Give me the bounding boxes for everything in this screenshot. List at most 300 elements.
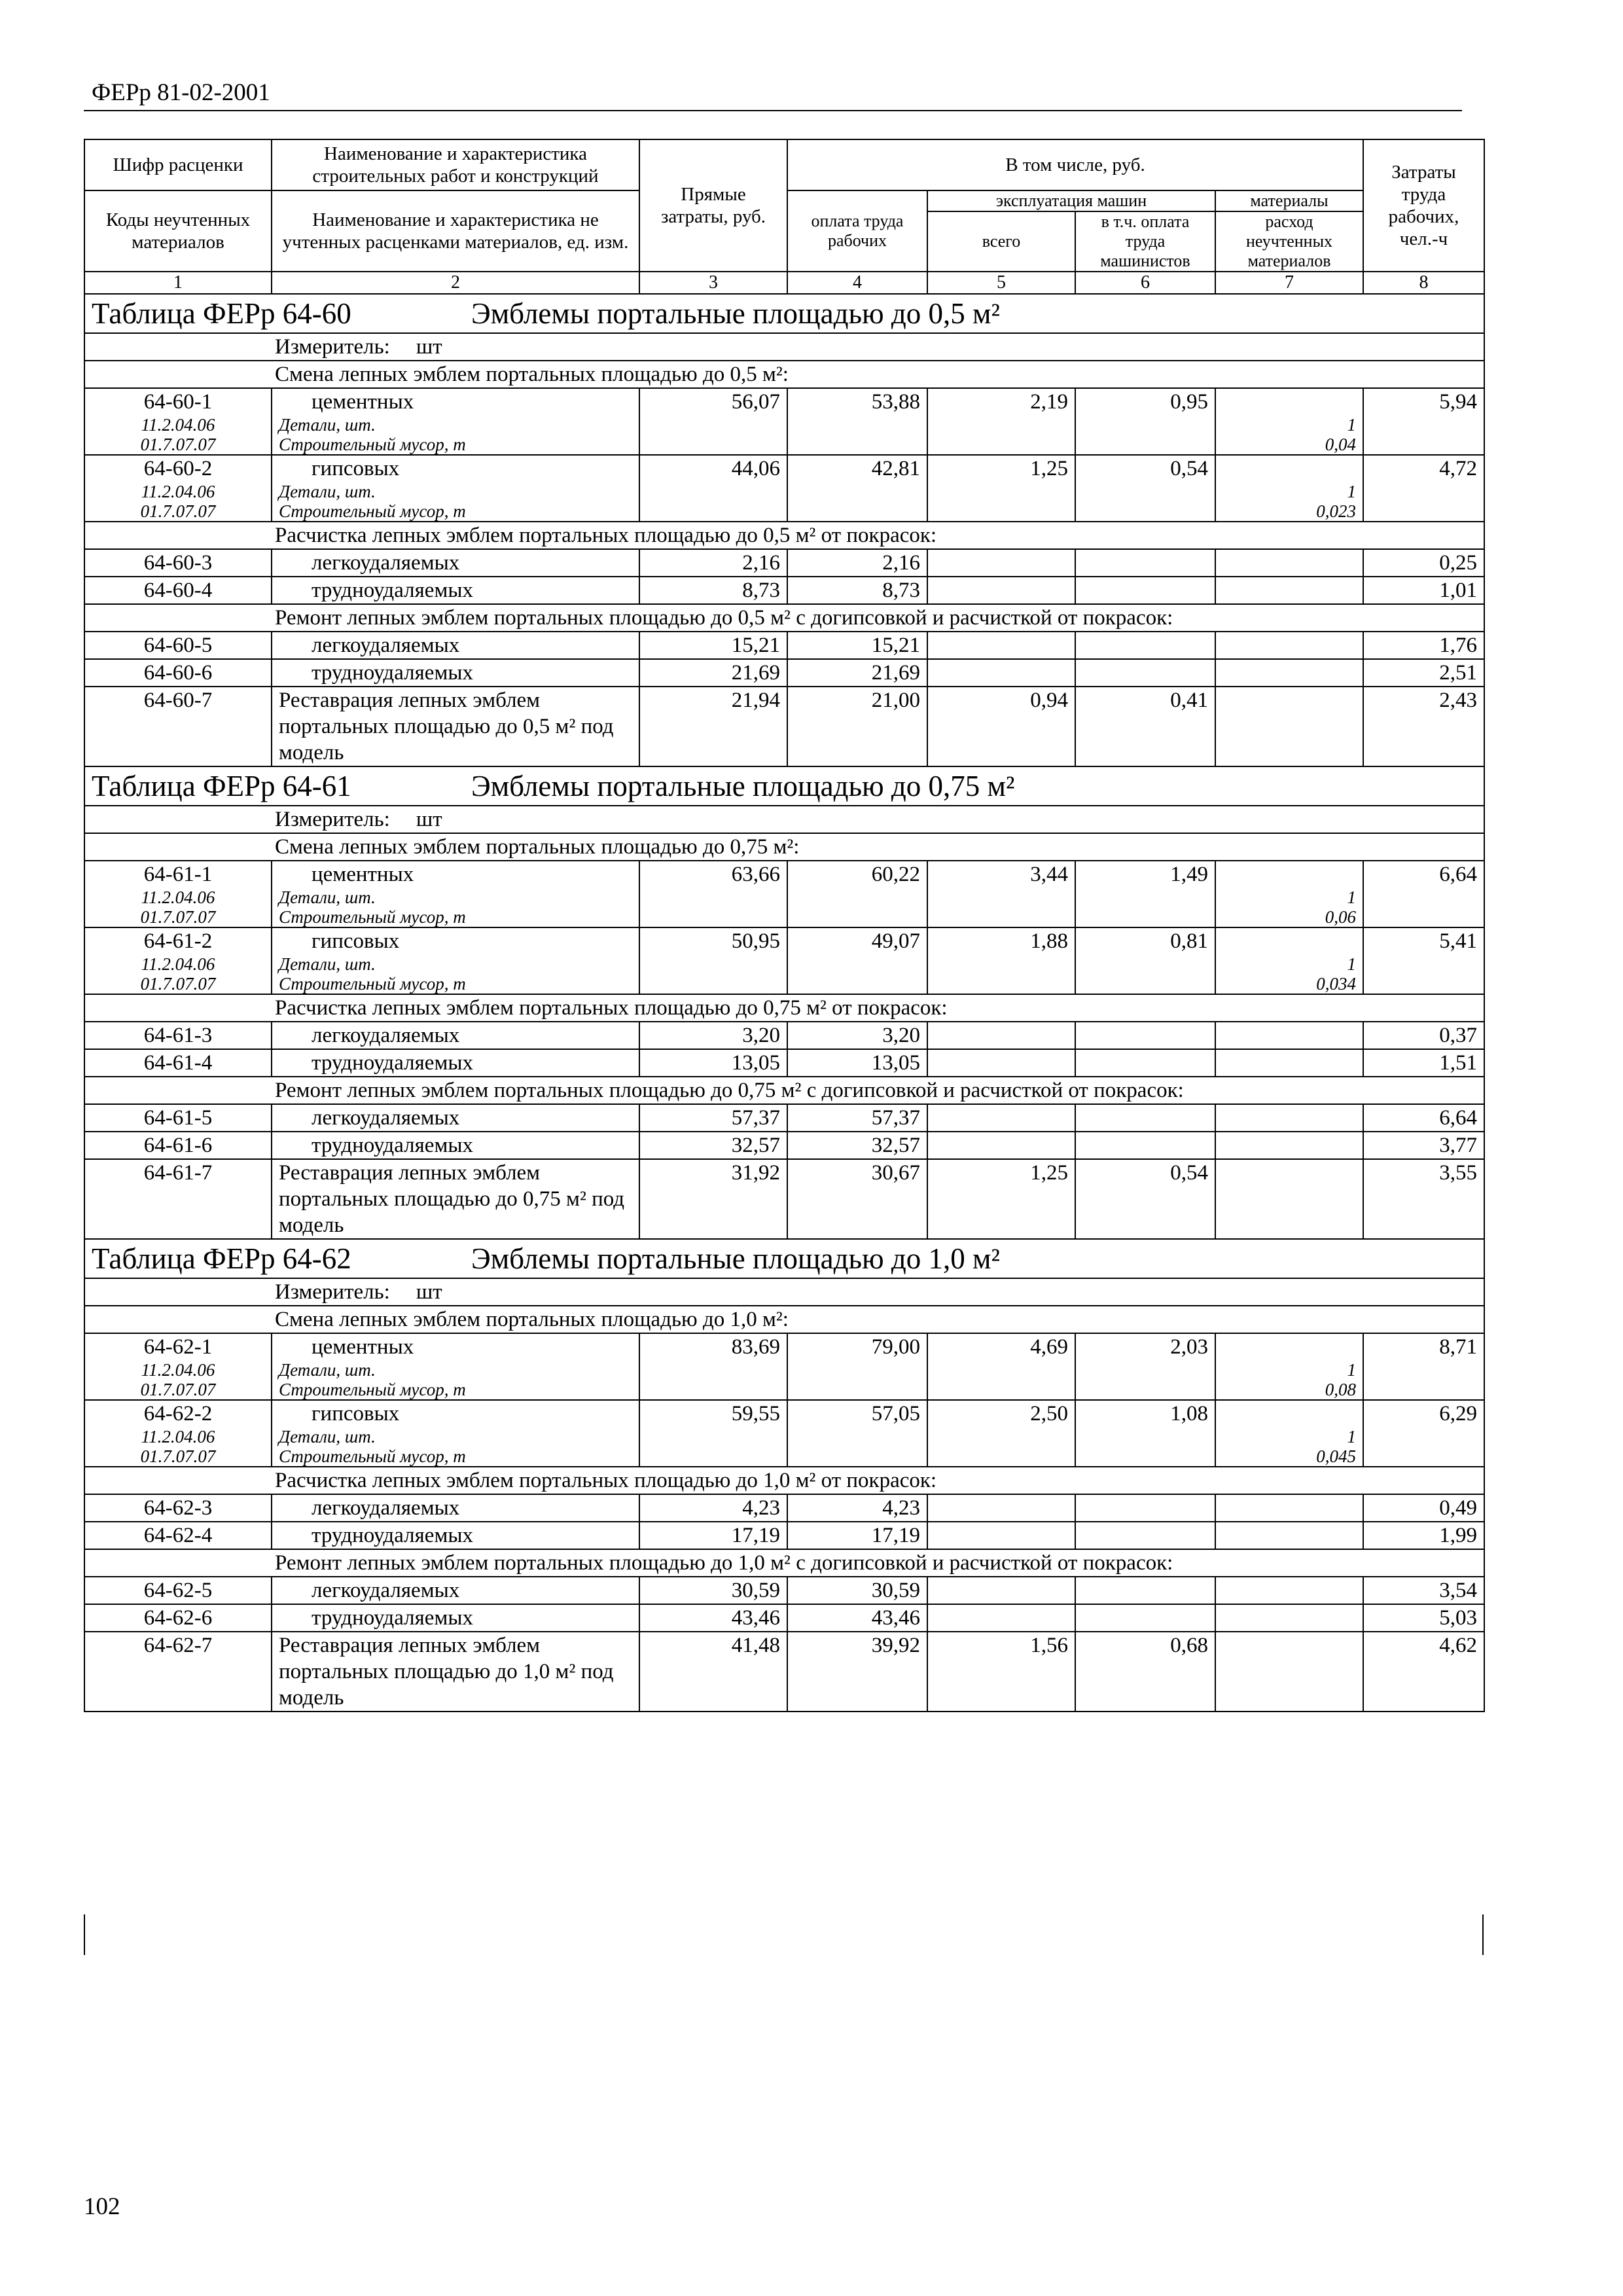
- worker-wages: 15,21: [787, 632, 927, 659]
- direct-costs: 13,05: [639, 1049, 787, 1077]
- machinist-wages: [1075, 1604, 1215, 1632]
- price-row: [84, 577, 1484, 604]
- meter-label: Измеритель:: [275, 335, 390, 359]
- machinist-wages: [1075, 1132, 1215, 1159]
- direct-costs: 56,07: [639, 388, 787, 455]
- col-code-header: Шифр расценки: [84, 139, 272, 190]
- machines-total: 1,56: [927, 1632, 1075, 1712]
- material-code: 01.7.07.07: [140, 907, 216, 927]
- rate-code: 64-61-1: [143, 863, 213, 886]
- direct-costs: 41,48: [639, 1632, 787, 1712]
- work-name-cell: [272, 455, 639, 522]
- material-name: Детали, шт.: [279, 1360, 376, 1380]
- table-title: [84, 1239, 1484, 1278]
- rate-code: 64-62-1: [143, 1335, 213, 1359]
- machinist-wages: [1075, 1022, 1215, 1049]
- machinist-wages: [1075, 577, 1215, 604]
- worker-wages: 57,05: [787, 1400, 927, 1467]
- col-wages-header: оплата труда рабочих: [787, 190, 927, 272]
- work-name: трудноудаляемых: [272, 1604, 639, 1632]
- machines-total: 2,19: [927, 388, 1075, 455]
- labor-hours: 1,51: [1363, 1049, 1484, 1077]
- direct-costs: 2,16: [639, 549, 787, 577]
- material-name: Строительный мусор, т: [279, 1446, 466, 1466]
- rate-code: 64-61-6: [84, 1132, 272, 1159]
- worker-wages: 8,73: [787, 577, 927, 604]
- material-consumption-cell: [1215, 1333, 1363, 1400]
- rate-code: 64-60-4: [84, 577, 272, 604]
- price-row: [84, 1049, 1484, 1077]
- spacer: [1222, 456, 1356, 482]
- direct-costs: 32,57: [639, 1132, 787, 1159]
- table-title-text: Эмблемы портальные площадью до 1,0 м²: [471, 1242, 1001, 1275]
- price-row: [84, 659, 1484, 687]
- table-id: Таблица ФЕРр 64-61: [92, 770, 351, 802]
- work-name: цементных: [312, 863, 414, 886]
- col-number: 5: [927, 272, 1075, 294]
- section-heading-row: [84, 361, 1484, 388]
- spacer: [1222, 389, 1356, 415]
- price-table: [84, 139, 1485, 1712]
- restoration-row: [84, 1632, 1484, 1712]
- material-consumption: 1: [1347, 415, 1356, 435]
- machines-total: [927, 1104, 1075, 1132]
- col-material-names-header: Наименование и характеристика не учтенных расценками материалов, ед. изм.: [272, 190, 639, 272]
- material-name: Строительный мусор, т: [279, 907, 466, 927]
- direct-costs: 30,59: [639, 1577, 787, 1604]
- material-name: Детали, шт.: [279, 1427, 376, 1446]
- col-direct-costs-header: Прямые затраты, руб.: [639, 139, 787, 272]
- table-title: [84, 294, 1484, 333]
- worker-wages: 49,07: [787, 927, 927, 994]
- machines-total: 2,50: [927, 1400, 1075, 1467]
- worker-wages: 43,46: [787, 1604, 927, 1632]
- machines-total: [927, 1494, 1075, 1522]
- material-consumption: 0,034: [1316, 974, 1356, 994]
- spacer: [1222, 1334, 1356, 1360]
- rate-code: 64-62-5: [84, 1577, 272, 1604]
- section-heading-row: [84, 833, 1484, 861]
- section-heading: Расчистка лепных эмблем портальных площадью до 0,75 м² от покрасок:: [84, 994, 1484, 1022]
- meter-label: Измеритель:: [275, 1280, 390, 1304]
- section-heading: Ремонт лепных эмблем портальных площадью до 0,75 м² с догипсовкой и расчисткой от покрасок:: [84, 1077, 1484, 1104]
- machinist-wages: 0,54: [1075, 1159, 1215, 1239]
- price-row: [84, 1522, 1484, 1549]
- material-name: Строительный мусор, т: [279, 974, 466, 994]
- rate-code: 64-61-3: [84, 1022, 272, 1049]
- material-name: Детали, шт.: [279, 482, 376, 501]
- machines-total: [927, 1604, 1075, 1632]
- material-code: 01.7.07.07: [140, 1446, 216, 1466]
- section-heading: Расчистка лепных эмблем портальных площадью до 1,0 м² от покрасок:: [84, 1467, 1484, 1494]
- machinist-wages: [1075, 632, 1215, 659]
- price-row: [84, 1494, 1484, 1522]
- col-unaccounted-materials-header: расход неучтенных материалов: [1215, 211, 1363, 272]
- rate-code: 64-62-2: [143, 1402, 213, 1426]
- labor-hours: 5,94: [1363, 388, 1484, 455]
- materials: [1215, 549, 1363, 577]
- materials: [1215, 1132, 1363, 1159]
- work-name: Реставрация лепных эмблем портальных площадью до 1,0 м² под модель: [272, 1632, 639, 1712]
- meter-row: [84, 1278, 1484, 1306]
- material-consumption-cell: [1215, 927, 1363, 994]
- direct-costs: 44,06: [639, 455, 787, 522]
- labor-hours: 2,43: [1363, 687, 1484, 766]
- column-numbers-row: [84, 272, 1484, 294]
- meter-row: [84, 806, 1484, 833]
- table-body: [84, 294, 1484, 1712]
- worker-wages: 13,05: [787, 1049, 927, 1077]
- col-number: 8: [1363, 272, 1484, 294]
- worker-wages: 4,23: [787, 1494, 927, 1522]
- work-name: трудноудаляемых: [272, 1132, 639, 1159]
- col-number: 2: [272, 272, 639, 294]
- section-heading: Ремонт лепных эмблем портальных площадью до 0,5 м² с догипсовкой и расчисткой от покрасок:: [84, 604, 1484, 632]
- material-consumption: 1: [1347, 482, 1356, 501]
- material-consumption: 0,045: [1316, 1446, 1356, 1466]
- table-id: Таблица ФЕРр 64-62: [92, 1242, 351, 1275]
- section-heading-row: [84, 1306, 1484, 1333]
- material-name: Детали, шт.: [279, 954, 376, 974]
- rate-code: 64-60-2: [143, 457, 213, 480]
- col-number: 1: [84, 272, 272, 294]
- price-row: [84, 549, 1484, 577]
- work-name: трудноудаляемых: [272, 1522, 639, 1549]
- direct-costs: 15,21: [639, 632, 787, 659]
- labor-hours: 1,76: [1363, 632, 1484, 659]
- labor-hours: 4,62: [1363, 1632, 1484, 1712]
- col-materials-header: материалы: [1215, 190, 1363, 211]
- price-row: [84, 1577, 1484, 1604]
- materials: [1215, 1604, 1363, 1632]
- material-code: 11.2.04.06: [141, 1427, 215, 1446]
- worker-wages: 32,57: [787, 1132, 927, 1159]
- direct-costs: 21,94: [639, 687, 787, 766]
- machinist-wages: 2,03: [1075, 1333, 1215, 1400]
- material-code: 11.2.04.06: [141, 888, 215, 907]
- col-machinist-wages-header: в т.ч. оплата труда машинистов: [1075, 211, 1215, 272]
- work-name-cell: [272, 1333, 639, 1400]
- labor-hours: 4,72: [1363, 455, 1484, 522]
- machines-total: 3,44: [927, 861, 1075, 927]
- direct-costs: 43,46: [639, 1604, 787, 1632]
- restoration-row: [84, 687, 1484, 766]
- machinist-wages: 0,81: [1075, 927, 1215, 994]
- direct-costs: 50,95: [639, 927, 787, 994]
- col-including-header: В том числе, руб.: [787, 139, 1363, 190]
- spacer: [1222, 1401, 1356, 1427]
- machines-total: [927, 1049, 1075, 1077]
- rate-code: 64-60-3: [84, 549, 272, 577]
- labor-hours: 1,01: [1363, 577, 1484, 604]
- rate-code: 64-60-6: [84, 659, 272, 687]
- material-code: 11.2.04.06: [141, 1360, 215, 1380]
- material-consumption: 0,06: [1325, 907, 1356, 927]
- labor-hours: 5,41: [1363, 927, 1484, 994]
- price-row: [84, 632, 1484, 659]
- col-name-header: Наименование и характеристика строительных работ и конструкций: [272, 139, 639, 190]
- worker-wages: 53,88: [787, 388, 927, 455]
- machines-total: [927, 1022, 1075, 1049]
- machinist-wages: [1075, 1104, 1215, 1132]
- worker-wages: 2,16: [787, 549, 927, 577]
- direct-costs: 21,69: [639, 659, 787, 687]
- machinist-wages: [1075, 1522, 1215, 1549]
- rate-code: 64-62-6: [84, 1604, 272, 1632]
- section-heading-row: [84, 1549, 1484, 1577]
- work-name: цементных: [312, 1335, 414, 1359]
- work-name: трудноудаляемых: [272, 577, 639, 604]
- machinist-wages: [1075, 1494, 1215, 1522]
- work-name: трудноудаляемых: [272, 659, 639, 687]
- worker-wages: 3,20: [787, 1022, 927, 1049]
- col-number: 7: [1215, 272, 1363, 294]
- work-name-cell: [272, 1400, 639, 1467]
- material-name: Строительный мусор, т: [279, 501, 466, 521]
- material-code: 01.7.07.07: [140, 435, 216, 454]
- labor-hours: 6,64: [1363, 861, 1484, 927]
- price-row-with-materials: [84, 388, 1484, 455]
- machines-total: 1,25: [927, 1159, 1075, 1239]
- work-name: легкоудаляемых: [272, 1494, 639, 1522]
- labor-hours: 6,29: [1363, 1400, 1484, 1467]
- meter-cell: [84, 333, 1484, 361]
- spacer: [1222, 861, 1356, 888]
- work-name: легкоудаляемых: [272, 1577, 639, 1604]
- work-name: гипсовых: [312, 1402, 400, 1426]
- work-name: гипсовых: [312, 929, 400, 953]
- rate-code: 64-62-7: [84, 1632, 272, 1712]
- work-name: гипсовых: [312, 457, 400, 480]
- material-consumption-cell: [1215, 1400, 1363, 1467]
- material-name: Строительный мусор, т: [279, 435, 466, 454]
- machines-total: [927, 577, 1075, 604]
- worker-wages: 79,00: [787, 1333, 927, 1400]
- materials: [1215, 659, 1363, 687]
- labor-hours: 5,03: [1363, 1604, 1484, 1632]
- labor-hours: 3,55: [1363, 1159, 1484, 1239]
- machines-total: 1,88: [927, 927, 1075, 994]
- section-heading-row: [84, 604, 1484, 632]
- labor-hours: 8,71: [1363, 1333, 1484, 1400]
- rate-code-cell: [84, 388, 272, 455]
- materials: [1215, 632, 1363, 659]
- material-name: Строительный мусор, т: [279, 1380, 466, 1399]
- section-heading: Ремонт лепных эмблем портальных площадью до 1,0 м² с догипсовкой и расчисткой от покрасок:: [84, 1549, 1484, 1577]
- price-row-with-materials: [84, 861, 1484, 927]
- col-material-codes-header: Коды неучтенных материалов: [84, 190, 272, 272]
- section-heading: Смена лепных эмблем портальных площадью до 1,0 м²:: [84, 1306, 1484, 1333]
- material-name: Детали, шт.: [279, 888, 376, 907]
- price-row-with-materials: [84, 927, 1484, 994]
- direct-costs: 4,23: [639, 1494, 787, 1522]
- material-code: 01.7.07.07: [140, 501, 216, 521]
- worker-wages: 30,67: [787, 1159, 927, 1239]
- machines-total: 1,25: [927, 455, 1075, 522]
- spacer: [1222, 928, 1356, 954]
- material-code: 11.2.04.06: [141, 415, 215, 435]
- rate-code-cell: [84, 927, 272, 994]
- labor-hours: 3,54: [1363, 1577, 1484, 1604]
- direct-costs: 31,92: [639, 1159, 787, 1239]
- rate-code: 64-60-7: [84, 687, 272, 766]
- table-id: Таблица ФЕРр 64-60: [92, 297, 351, 330]
- machinist-wages: 1,49: [1075, 861, 1215, 927]
- direct-costs: 63,66: [639, 861, 787, 927]
- worker-wages: 21,00: [787, 687, 927, 766]
- work-name-cell: [272, 861, 639, 927]
- materials: [1215, 1104, 1363, 1132]
- worker-wages: 21,69: [787, 659, 927, 687]
- machinist-wages: 0,54: [1075, 455, 1215, 522]
- table-title: [84, 766, 1484, 806]
- machinist-wages: [1075, 1049, 1215, 1077]
- rate-code: 64-62-4: [84, 1522, 272, 1549]
- machinist-wages: 0,95: [1075, 388, 1215, 455]
- materials: [1215, 1632, 1363, 1712]
- col-labor-header: Затраты труда рабочих, чел.-ч: [1363, 139, 1484, 272]
- material-consumption-cell: [1215, 455, 1363, 522]
- col-number: 4: [787, 272, 927, 294]
- materials: [1215, 687, 1363, 766]
- work-name: легкоудаляемых: [272, 1104, 639, 1132]
- rate-code: 64-61-2: [143, 929, 213, 953]
- work-name-cell: [272, 927, 639, 994]
- labor-hours: 6,64: [1363, 1104, 1484, 1132]
- rate-code: 64-60-5: [84, 632, 272, 659]
- labor-hours: 0,37: [1363, 1022, 1484, 1049]
- materials: [1215, 1494, 1363, 1522]
- table-title-row: [84, 294, 1484, 333]
- header-rule: [84, 110, 1462, 111]
- work-name: легкоудаляемых: [272, 549, 639, 577]
- machines-total: [927, 1132, 1075, 1159]
- machinist-wages: [1075, 659, 1215, 687]
- machinist-wages: [1075, 1577, 1215, 1604]
- rate-code-cell: [84, 861, 272, 927]
- rate-code: 64-61-7: [84, 1159, 272, 1239]
- materials: [1215, 1522, 1363, 1549]
- material-code: 01.7.07.07: [140, 974, 216, 994]
- rate-code: 64-61-5: [84, 1104, 272, 1132]
- labor-hours: 2,51: [1363, 659, 1484, 687]
- material-code: 01.7.07.07: [140, 1380, 216, 1399]
- materials: [1215, 1159, 1363, 1239]
- machinist-wages: 0,41: [1075, 687, 1215, 766]
- col-number: 6: [1075, 272, 1215, 294]
- restoration-row: [84, 1159, 1484, 1239]
- material-consumption-cell: [1215, 388, 1363, 455]
- direct-costs: 3,20: [639, 1022, 787, 1049]
- section-heading-row: [84, 1077, 1484, 1104]
- material-consumption: 1: [1347, 888, 1356, 907]
- material-consumption: 1: [1347, 1427, 1356, 1446]
- machines-total: [927, 1577, 1075, 1604]
- col-machines-header: эксплуатация машин: [927, 190, 1215, 211]
- col-machines-total-header: всего: [927, 211, 1075, 272]
- price-row: [84, 1022, 1484, 1049]
- page-number: 102: [84, 2193, 120, 2220]
- meter-row: [84, 333, 1484, 361]
- worker-wages: 17,19: [787, 1522, 927, 1549]
- materials: [1215, 1049, 1363, 1077]
- work-name: Реставрация лепных эмблем портальных площадью до 0,5 м² под модель: [272, 687, 639, 766]
- machines-total: [927, 632, 1075, 659]
- machines-total: [927, 659, 1075, 687]
- material-consumption: 0,023: [1316, 501, 1356, 521]
- direct-costs: 8,73: [639, 577, 787, 604]
- work-name: легкоудаляемых: [272, 1022, 639, 1049]
- worker-wages: 60,22: [787, 861, 927, 927]
- price-row: [84, 1104, 1484, 1132]
- section-heading-row: [84, 994, 1484, 1022]
- machinist-wages: [1075, 549, 1215, 577]
- direct-costs: 17,19: [639, 1522, 787, 1549]
- price-row-with-materials: [84, 455, 1484, 522]
- meter-value: шт: [416, 335, 442, 359]
- section-heading: Расчистка лепных эмблем портальных площадью до 0,5 м² от покрасок:: [84, 522, 1484, 549]
- price-row: [84, 1604, 1484, 1632]
- meter-cell: [84, 806, 1484, 833]
- work-name: легкоудаляемых: [272, 632, 639, 659]
- materials: [1215, 1022, 1363, 1049]
- material-code: 11.2.04.06: [141, 954, 215, 974]
- work-name: трудноудаляемых: [272, 1049, 639, 1077]
- section-heading: Смена лепных эмблем портальных площадью до 0,5 м²:: [84, 361, 1484, 388]
- rate-code-cell: [84, 455, 272, 522]
- section-heading-row: [84, 522, 1484, 549]
- machinist-wages: 1,08: [1075, 1400, 1215, 1467]
- meter-value: шт: [416, 808, 442, 831]
- worker-wages: 39,92: [787, 1632, 927, 1712]
- material-code: 11.2.04.06: [141, 482, 215, 501]
- table-title-row: [84, 1239, 1484, 1278]
- material-consumption: 0,08: [1325, 1380, 1356, 1399]
- labor-hours: 3,77: [1363, 1132, 1484, 1159]
- materials: [1215, 577, 1363, 604]
- material-consumption: 1: [1347, 954, 1356, 974]
- meter-cell: [84, 1278, 1484, 1306]
- rate-code-cell: [84, 1400, 272, 1467]
- col-number: 3: [639, 272, 787, 294]
- section-heading: Смена лепных эмблем портальных площадью до 0,75 м²:: [84, 833, 1484, 861]
- section-heading-row: [84, 1467, 1484, 1494]
- worker-wages: 42,81: [787, 455, 927, 522]
- rate-code: 64-61-4: [84, 1049, 272, 1077]
- rate-code: 64-62-3: [84, 1494, 272, 1522]
- rate-code: 64-60-1: [143, 390, 213, 414]
- direct-costs: 59,55: [639, 1400, 787, 1467]
- rate-code-cell: [84, 1333, 272, 1400]
- labor-hours: 0,25: [1363, 549, 1484, 577]
- table-title-text: Эмблемы портальные площадью до 0,75 м²: [471, 770, 1015, 802]
- material-consumption: 1: [1347, 1360, 1356, 1380]
- document-header: ФЕРр 81-02-2001: [92, 79, 270, 106]
- machinist-wages: 0,68: [1075, 1632, 1215, 1712]
- machines-total: 0,94: [927, 687, 1075, 766]
- direct-costs: 57,37: [639, 1104, 787, 1132]
- material-consumption-cell: [1215, 861, 1363, 927]
- machines-total: 4,69: [927, 1333, 1075, 1400]
- work-name-cell: [272, 388, 639, 455]
- materials: [1215, 1577, 1363, 1604]
- labor-hours: 0,49: [1363, 1494, 1484, 1522]
- machines-total: [927, 1522, 1075, 1549]
- work-name: цементных: [312, 390, 414, 414]
- material-name: Детали, шт.: [279, 415, 376, 435]
- direct-costs: 83,69: [639, 1333, 787, 1400]
- price-row: [84, 1132, 1484, 1159]
